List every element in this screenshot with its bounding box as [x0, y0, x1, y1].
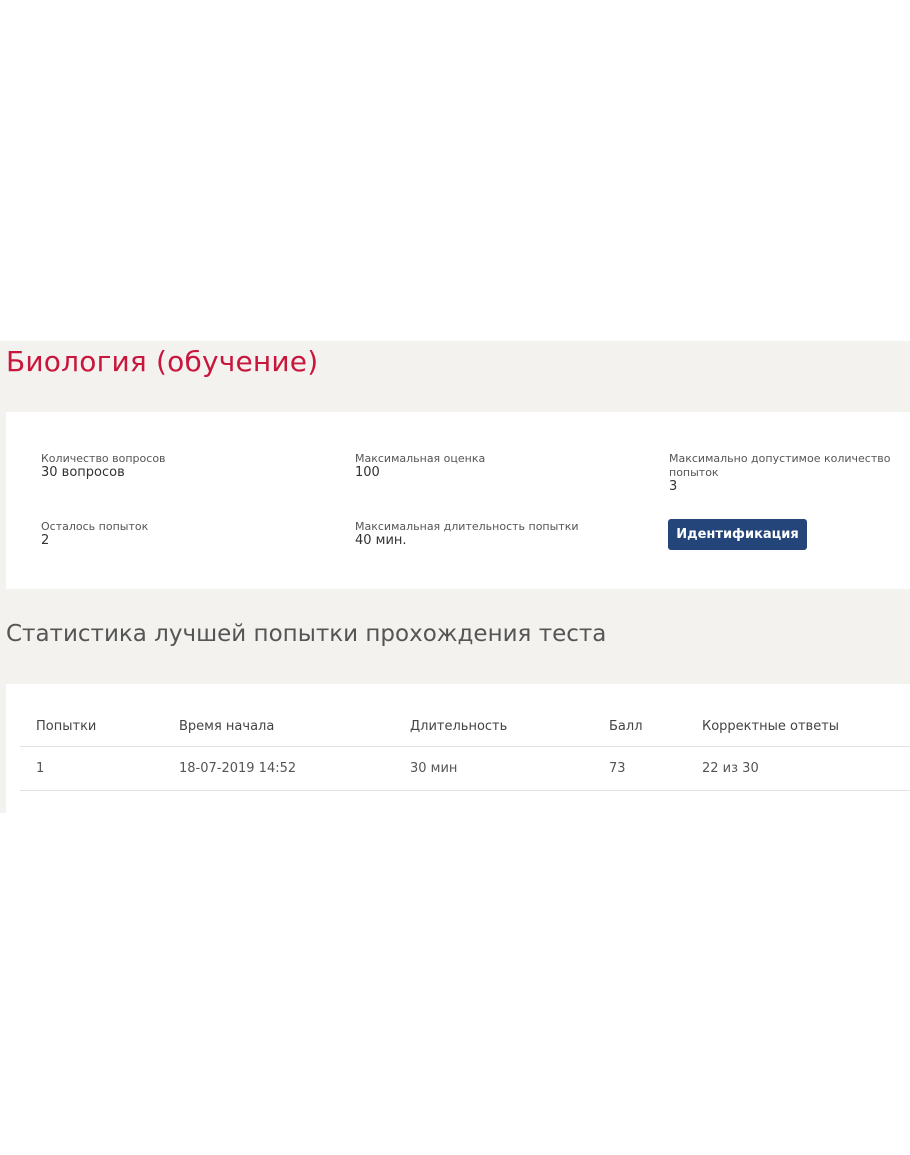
cell-correct-answers: 22 из 30: [686, 747, 910, 791]
column-header-score: Балл: [593, 706, 686, 747]
max-score-value: 100: [355, 465, 380, 480]
identification-button[interactable]: Идентификация: [668, 519, 807, 550]
cell-score: 73: [593, 747, 686, 791]
cell-duration: 30 мин: [394, 747, 593, 791]
questions-count: [41, 452, 271, 480]
stats-section-title: Статистика лучшей попытки прохождения теста: [6, 621, 607, 647]
test-info-page: [0, 341, 910, 813]
stats-card: [6, 684, 910, 813]
questions-count-label: Количество вопросов: [41, 452, 166, 465]
stats-table: [20, 706, 910, 791]
column-header-correct-answers: Корректные ответы: [686, 706, 910, 747]
questions-count-value: 30 вопросов: [41, 465, 125, 480]
max-score-label: Максимальная оценка: [355, 452, 486, 465]
test-info-card: [6, 412, 910, 589]
max-score: [355, 452, 585, 480]
max-attempts-label: Максимально допустимое количество попыток: [669, 452, 891, 479]
cell-attempt-number: 1: [20, 747, 163, 791]
page-title: Биология (обучение): [6, 345, 319, 378]
max-duration-label: Максимальная длительность попытки: [355, 520, 579, 533]
attempts-left-label: Осталось попыток: [41, 520, 149, 533]
table-header-row: [20, 706, 910, 747]
max-duration: [355, 520, 635, 548]
attempts-left: [41, 520, 271, 548]
column-header-attempts: Попытки: [20, 706, 163, 747]
cell-start-time: 18-07-2019 14:52: [163, 747, 394, 791]
max-attempts: [669, 452, 905, 494]
column-header-duration: Длительность: [394, 706, 593, 747]
attempts-left-value: 2: [41, 533, 50, 548]
max-duration-value: 40 мин.: [355, 533, 407, 548]
max-attempts-value: 3: [669, 479, 678, 494]
table-row: [20, 747, 910, 791]
column-header-start-time: Время начала: [163, 706, 394, 747]
